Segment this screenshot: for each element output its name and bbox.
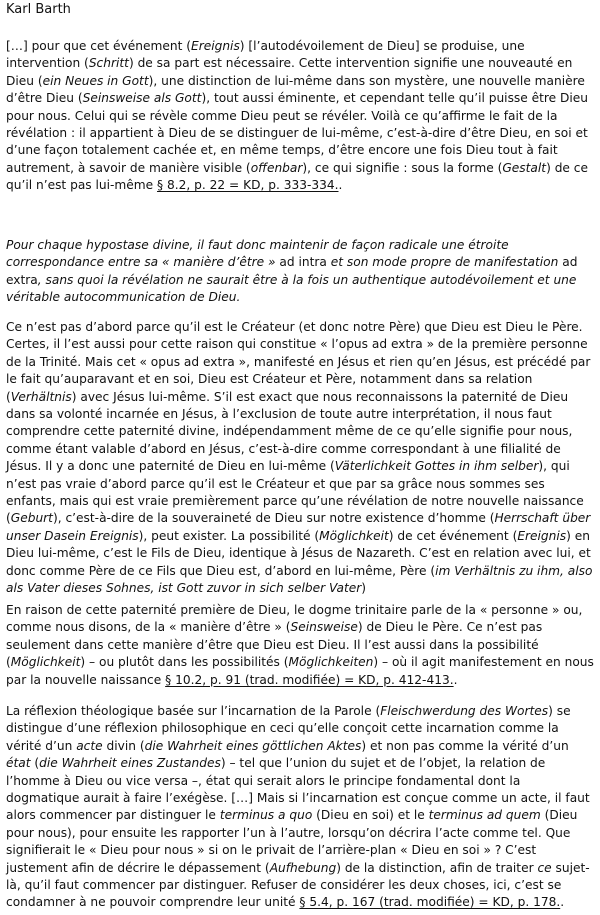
text-run: ), ce qui signifie : sous la forme (: [302, 160, 503, 175]
text-run: divin (: [102, 738, 145, 753]
text-run: ) avec Jésus lui-même. S’il est exact que nous reconnaissons la paternité de Dieu dans sa volonté incarnée en Jésus, à l’exclusion de toute autre interprétation, il nous faut comprendre cette paternité divine, indépendamment même de ce qu’elle signifie pour nous, comme étant valable d’abord en Jésus, c’est-à-dire comme correspondant à une filialité de Jésus. Il y a donc une paternité de Dieu en lui-même (: [6, 389, 573, 474]
text-run: ) de Dieu le Père. Ce n’est pas seulement dans cette manière d’être que Dieu est Dieu. Il l’est aussi dans la possibilité (: [6, 620, 543, 670]
text-run: .: [338, 178, 343, 193]
text-run: ): [361, 581, 367, 596]
italic-run: Herrschaft über unser Dasein Ereignis: [6, 511, 591, 543]
text-run: ) de sa part est nécessaire. Cette intervention signifie une nouveauté en Dieu (: [6, 56, 573, 88]
italic-run: Möglichkeit: [10, 655, 81, 670]
text-run: ad intra: [279, 255, 327, 270]
italic-run: et son mode propre de manifestation: [326, 255, 563, 270]
italic-run: acte: [76, 738, 103, 753]
author-heading: Karl Barth: [6, 2, 71, 17]
italic-run: Verhältnis: [10, 389, 72, 404]
italic-run: Aufhebung: [269, 860, 337, 875]
text-run: ) et non pas comme la vérité d’un: [361, 738, 569, 753]
text-run: ) [l’autodévoilement de Dieu] se produise, une intervention (: [6, 39, 525, 71]
text-run: ) de cet événement (: [388, 528, 518, 543]
italic-run: Seinsweise als Gott: [82, 91, 202, 106]
quote-paragraph-4: [6, 703, 594, 912]
italic-run: Fleischwerdung des Wortes: [380, 704, 549, 718]
text-run: (Dieu pour nous), pour ensuite les rapporter l’un à l’autre, lorsqu’on décrira l’acte comme tel. Que signifierait le « Dieu pour nous » si on le privait de l’arrière-plan « Dieu en soi » ? C’est justement afin de décrire le dépassement (: [6, 808, 578, 875]
quote-paragraph-1: [6, 38, 594, 195]
text-run: En raison de cette paternité première de Dieu, le dogme trinitaire parle de la « personne » ou, comme nous disons, de la « manière d’être » (: [6, 603, 583, 635]
italic-run: , sans quoi la révélation ne saurait être à la fois un authentique autodévoilement et une véritable autocommunication de Dieu.: [6, 272, 577, 305]
reference-citation: § 10.2, p. 91 (trad. modifiée) = KD, p. 412-413.: [165, 672, 454, 687]
text-run: sujet-là, qu’il faut commencer par distinguer. Refuser de considérer les deux choses, ici, c’est se condamner à ne pouvoir comprendre leur unité: [6, 860, 590, 910]
italic-run: terminus ad quem: [428, 808, 541, 823]
text-run: ) de ce qu’il n’est pas lui-même: [6, 160, 588, 193]
italic-run: Möglichkeit: [319, 528, 389, 543]
text-run: .: [560, 895, 565, 910]
quote-paragraph-2: [6, 319, 594, 598]
text-run: ) en Dieu lui-même, c’est le Fils de Dieu, identique à Jésus de Nazareth. C’est en relation avec lui, et donc comme Père de ce Fils que Dieu est, d’abord en lui-même, Père (: [6, 528, 591, 578]
text-run: ), c’est-à-dire de la souveraineté de Dieu sur notre existence d’homme (: [52, 511, 495, 526]
italic-run: die Wahrheit eines göttlichen Aktes: [144, 738, 362, 753]
reference-citation: § 8.2, p. 22 = KD, p. 333-334.: [157, 178, 339, 193]
italic-run: Väterlichkeit Gottes in ihm selber: [334, 459, 539, 474]
italic-run: Ereignis: [191, 39, 240, 53]
italic-run: Pour chaque hypostase divine, il faut donc maintenir de façon radicale une étroite correspondance entre sa « manière d’être »: [6, 238, 509, 270]
italic-run: Möglichkeiten: [288, 655, 374, 670]
text-run: Ce n’est pas d’abord parce qu’il est le Créateur (et donc notre Père) que Dieu est Dieu le Père. Certes, il l’est aussi pour cette raison qui constitue « l’opus ad extra » de la première personne de la Trinité. Mais cet « opus ad extra », manifesté en Jésus et rien qu’en Jésus, est précédé par le fait qu’auparavant et en soi, Dieu est Créateur et Père, notamment dans sa relation (: [6, 320, 591, 404]
text-run: ), tout aussi éminente, et cependant telle qu’il puisse être Dieu pour nous. Celui qui se révèle comme Dieu peut se révéler. Voilà ce qu’affirme le fait de la révélation : il appartient à Dieu de se distinguer de lui-même, c’est-à-dire d’être Dieu, en soi et d’une façon totalement cachée et, en même temps, d’être encore une fois Dieu tout à fait autrement, à savoir de manière visible (: [6, 91, 589, 175]
italic-run: terminus a quo: [219, 808, 313, 823]
text-run: ) de la distinction, afin de traiter: [336, 860, 538, 875]
reference-citation: § 5.4, p. 167 (trad. modifiée) = KD, p. 178.: [299, 895, 561, 910]
italic-run: état: [6, 756, 31, 771]
text-run: ) se distingue d’une réflexion philosophique en ceci qu’elle conçoit cette incarnation comme la vérité d’un: [6, 704, 571, 753]
italic-run: Seinsweise: [290, 620, 358, 635]
italic-run: Ereignis: [517, 528, 567, 543]
italic-run: Schritt: [88, 56, 129, 71]
italic-run: die Wahrheit eines Zustandes: [39, 756, 221, 771]
text-run: ), peut exister. La possibilité (: [138, 528, 320, 543]
italic-run: Gestalt: [502, 160, 547, 175]
text-run: ), qui n’est pas vraie d’abord parce qu’il est le Créateur et que par sa grâce nous sommes ses enfants, mais qui est vraie premièrement parce qu’une révélation de notre nouvelle naissance (: [6, 459, 584, 526]
italic-run: im Verhältnis zu ihm, also als Vater dieses Sohnes, ist Gott zuvor in sich selber Vater: [6, 563, 593, 596]
italic-run: ce: [537, 860, 552, 875]
italic-paragraph: [6, 237, 594, 307]
text-run: ) – ou plutôt dans les possibilités (: [80, 655, 289, 670]
text-run: .: [453, 672, 458, 687]
text-run: (: [30, 756, 40, 771]
quote-paragraph-3: [6, 602, 594, 689]
text-run: ) – tel que l’union du sujet et de l’objet, la relation de l’homme à Dieu ou vice versa –, état qui serait alors le principe fondamental dont la dogmatique aurait à faire l’exégèse. […] Mais si l’incarnation est conçue comme un acte, il faut alors commencer par distinguer le: [6, 756, 590, 823]
text-run: La réflexion théologique basée sur l’incarnation de la Parole (: [6, 704, 381, 718]
text-run: […] pour que cet événement (: [6, 39, 191, 53]
italic-run: Geburt: [10, 511, 53, 526]
text-run: ad extra: [6, 255, 578, 287]
text-run: ) – où il agit manifestement en nous par la nouvelle naissance: [6, 655, 594, 687]
italic-run: ein Neues in Gott: [42, 73, 149, 88]
text-run: ), une distinction de lui-même dans son mystère, une nouvelle manière d’être Dieu (: [6, 73, 585, 106]
text-run: (Dieu en soi) et le: [312, 808, 429, 823]
italic-run: offenbar: [250, 160, 303, 175]
